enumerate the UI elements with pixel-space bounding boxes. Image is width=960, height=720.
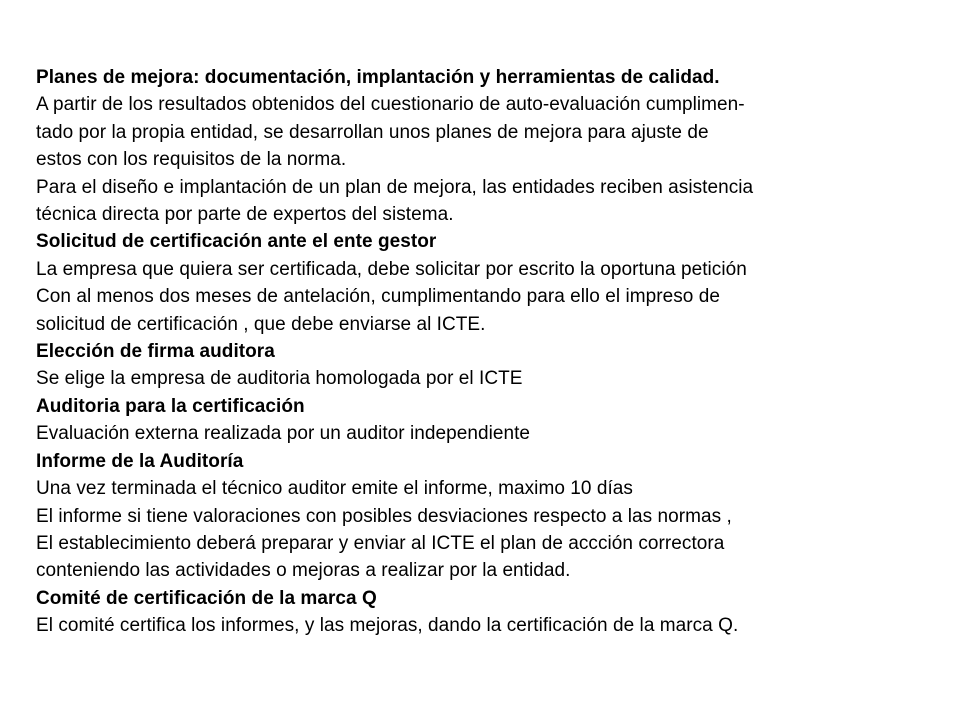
body-line: Con al menos dos meses de antelación, cumplimentando para ello el impreso de [36,286,720,308]
section-heading-informe: Informe de la Auditoría [36,450,244,472]
body-line: Evaluación externa realizada por un auditor independiente [36,423,531,445]
body-line: A partir de los resultados obtenidos del cuestionario de auto-evaluación cumplimen- [36,94,745,116]
section-heading-solicitud: Solicitud de certificación ante el ente gestor [36,231,437,253]
body-line: Se elige la empresa de auditoria homologada por el ICTE [36,368,523,390]
body-line: El establecimiento deberá preparar y enviar al ICTE el plan de accción correctora [36,532,725,554]
body-line: estos con los requisitos de la norma. [36,149,347,171]
section-heading-eleccion-firma: Elección de firma auditora [36,341,275,363]
document-body [36,64,946,640]
section-heading-comite: Comité de certificación de la marca Q [36,587,377,609]
body-line: Para el diseño e implantación de un plan de mejora, las entidades reciben asistencia [36,176,754,198]
body-line: conteniendo las actividades o mejoras a realizar por la entidad. [36,560,571,582]
body-line: tado por la propia entidad, se desarrollan unos planes de mejora para ajuste de [36,121,709,143]
body-line: El comité certifica los informes, y las mejoras, dando la certificación de la marca Q. [36,615,739,637]
body-line: Una vez terminada el técnico auditor emite el informe, maximo 10 días [36,478,633,500]
body-line: técnica directa por parte de expertos del sistema. [36,204,454,226]
body-line: La empresa que quiera ser certificada, debe solicitar por escrito la oportuna petición [36,258,747,280]
body-line: solicitud de certificación , que debe enviarse al ICTE. [36,313,486,335]
body-line: El informe si tiene valoraciones con posibles desviaciones respecto a las normas , [36,505,732,527]
section-heading-auditoria: Auditoria para la certificación [36,395,305,417]
section-heading-planes-de-mejora: Planes de mejora: documentación, implantación y herramientas de calidad. [36,67,720,88]
